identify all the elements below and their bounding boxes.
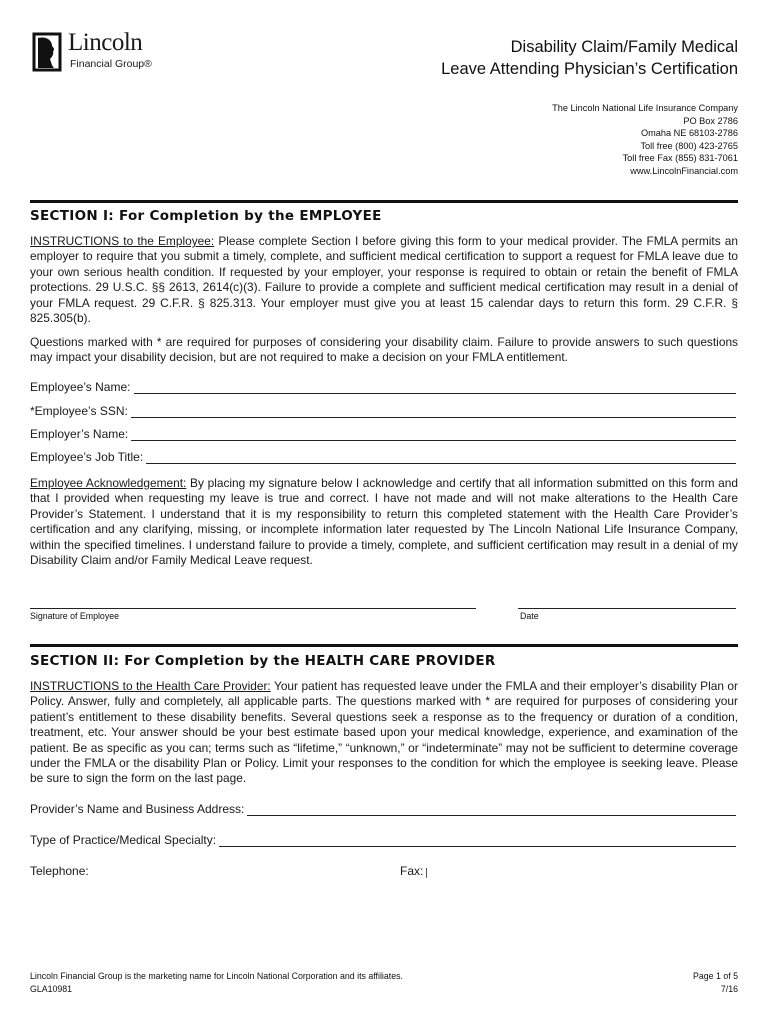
title-line-1: Disability Claim/Family Medical (510, 38, 738, 56)
form-number: GLA10981 (30, 983, 73, 994)
telephone-label: Telephone: (30, 864, 89, 878)
page-number: Page 1 of 5 (693, 971, 738, 981)
provider-instructions-text: Your patient has requested leave under the FMLA and their employer’s disability Plan or Policy. Answer, fully and completely, all applicable parts. The questions marked with * are required for purposes of considering your patient’s entitlement to these disability benefits. Several questions seek a response as to the frequency or duration of a condition, treatment, etc. Your answer should be your best estimate based upon your medical knowledge, experience, and examination of the patient. Be as specific as you can; terms such as “lifetime,” “unknown,” or “indeterminate” may not be sufficient to determine coverage under the FMLA or the disability Plan or Policy. Limit your responses to the condition for which the employee is seeking leave. Please be sure to sign the form on the last page. (30, 679, 738, 786)
logo-subtitle: Financial Group® (70, 58, 152, 70)
date-label: Date (520, 611, 539, 621)
employee-instructions-label: INSTRUCTIONS to the Employee: (30, 234, 215, 248)
employer-name-label: Employer’s Name: (30, 427, 129, 441)
questions-note: Questions marked with * are required for purposes of considering your disability claim. Failure to provide answers to such questions may impact your disability decision, but are not required to make a decision on your FMLA entitlement. (30, 335, 738, 365)
provider-name-address-line[interactable] (247, 805, 736, 816)
footer-left (30, 970, 403, 995)
address-city: Omaha NE 68103-2786 (640, 128, 738, 139)
employee-ssn-label: *Employee’s SSN: (30, 404, 128, 418)
document-title (441, 36, 738, 80)
employee-name-field[interactable] (30, 380, 736, 394)
employee-instructions-text: Please complete Section I before giving this form to your medical provider. The FMLA permits an employer to require that you submit a timely, complete, and sufficient medical certification to support a request for FMLA leave due to your own serious health condition. If requested by your employer, your response is required to obtain or retain the benefit of FMLA protections. 29 U.S.C. §§ 2613, 2614(c)(3). Failure to provide a complete and sufficient medical certification may result in a denial of your FMLA request. 29 C.F.R. § 825.313. Your employer must give you at least 15 calendar days to return this form. 29 C.F.R. § 825.305(b). (30, 234, 738, 326)
lincoln-profile-icon (30, 32, 64, 72)
address-po-box: PO Box 2786 (683, 115, 738, 126)
address-fax: Toll free Fax (855) 831-7061 (622, 153, 738, 164)
footer-right (693, 970, 738, 995)
logo-brand: Lincoln (68, 29, 143, 56)
form-date: 7/16 (720, 983, 738, 994)
fax-input-cursor[interactable] (426, 868, 427, 878)
company-address (552, 102, 738, 178)
acknowledgement-label: Employee Acknowledgement: (30, 476, 187, 490)
employer-name-line[interactable] (131, 430, 736, 441)
title-line-2: Leave Attending Physician’s Certification (441, 60, 738, 78)
address-phone: Toll free (800) 423-2765 (640, 140, 738, 151)
job-title-label: Employee’s Job Title: (30, 450, 144, 464)
acknowledgement-text: By placing my signature below I acknowledge and certify that all information submitted on this form and that I provided when requesting my leave is true and correct. I have not made and will not make alterations to the Health Care Provider’s Statement. I understand that it is my responsibility to return this completed statement with the Health Care Provider’s certification and any clarifying, missing, or incomplete information later requested by The Lincoln National Life Insurance Company, within the specified timelines. I understand failure to provide a timely, complete, and sufficient certification may result in a denial of my Disability Claim and/or Family Medical Leave request. (30, 476, 738, 568)
employee-name-line[interactable] (134, 383, 737, 394)
section-2-rule (30, 644, 738, 647)
employee-acknowledgement (30, 476, 738, 568)
provider-name-address-label: Provider’s Name and Business Address: (30, 802, 245, 816)
employee-name-label: Employee’s Name: (30, 380, 131, 394)
section-2-instructions (30, 679, 738, 787)
provider-instructions-label: INSTRUCTIONS to the Health Care Provider: (30, 679, 271, 693)
provider-name-address-field[interactable] (30, 802, 736, 816)
section-1-rule (30, 200, 738, 203)
date-line[interactable] (518, 608, 736, 609)
employee-ssn-line[interactable] (131, 407, 736, 418)
section-2-heading: SECTION II: For Completion by the HEALTH CARE PROVIDER (30, 653, 496, 669)
job-title-line[interactable] (146, 453, 736, 464)
address-company: The Lincoln National Life Insurance Company (552, 103, 738, 113)
lincoln-logo (30, 30, 170, 74)
employer-name-field[interactable] (30, 427, 736, 441)
employee-signature-line[interactable] (30, 608, 476, 609)
medical-specialty-line[interactable] (219, 836, 736, 847)
medical-specialty-label: Type of Practice/Medical Specialty: (30, 833, 217, 847)
address-website[interactable]: www.LincolnFinancial.com (630, 165, 738, 176)
section-1-heading: SECTION I: For Completion by the EMPLOYEE (30, 208, 382, 224)
marketing-statement: Lincoln Financial Group is the marketing name for Lincoln National Corporation and its affiliates. (30, 971, 403, 981)
employee-signature-label: Signature of Employee (30, 611, 119, 621)
fax-label: Fax: (400, 864, 424, 878)
employee-ssn-field[interactable] (30, 404, 736, 418)
medical-specialty-field[interactable] (30, 833, 736, 847)
job-title-field[interactable] (30, 450, 736, 464)
section-1-instructions (30, 234, 738, 326)
